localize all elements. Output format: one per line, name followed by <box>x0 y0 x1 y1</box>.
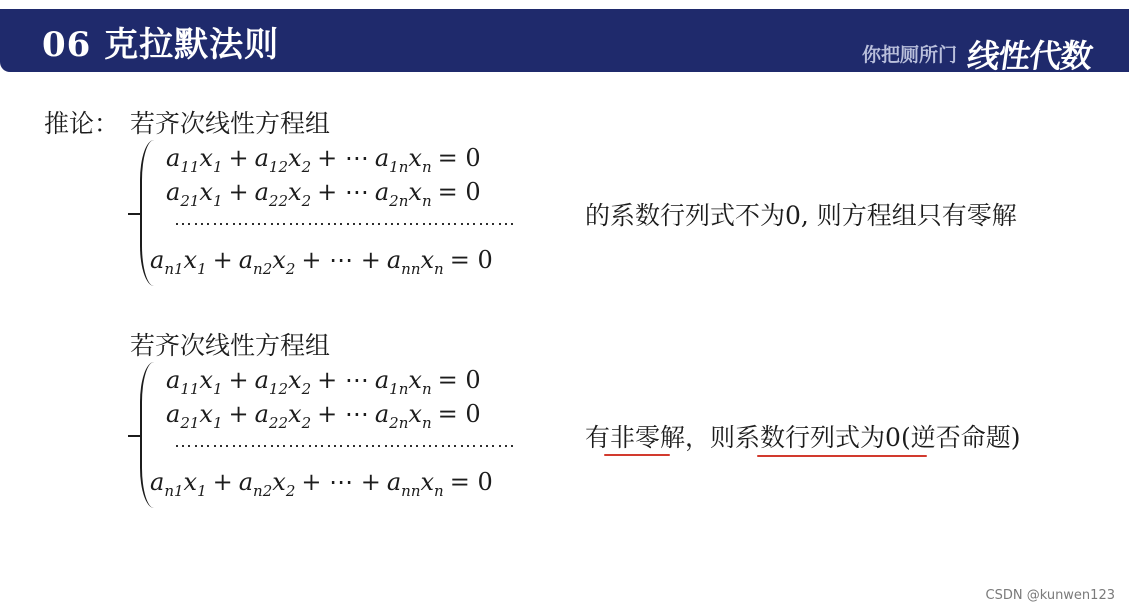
section2-heading: 若齐次线性方程组 <box>130 331 331 360</box>
system2-equation-1: $a_{11}x_1 + a_{12}x_2$ + ⋯ $a_{1n}x_n = 0$ <box>166 366 481 398</box>
csdn-watermark: CSDN @kunwen123 <box>985 588 1115 603</box>
system1-equation-n: $a_{n1}x_1 + a_{n2}x_2$ + ⋯ + $a_{nn}x_n = 0$ <box>150 246 493 278</box>
conclusion-separator: ，则 <box>685 423 736 452</box>
video-caption-overlay: 你把厕所门 <box>862 44 958 66</box>
slide-header <box>0 9 1129 75</box>
determinant-zero-phrase: 系数行列式为0 <box>735 423 901 452</box>
section1-conclusion: 的系数行列式不为0, 则方程组只有零解 <box>585 201 1017 230</box>
course-logo: 线性代数 <box>965 37 1095 75</box>
red-underline-determinant <box>757 455 927 457</box>
system1-ellipsis-row: ⋯⋯⋯⋯⋯⋯⋯⋯⋯⋯⋯⋯⋯⋯⋯⋯⋯⋯ <box>174 214 516 235</box>
contrapositive-note: (逆否命题) <box>900 423 1021 452</box>
system2-equation-n: $a_{n1}x_1 + a_{n2}x_2$ + ⋯ + $a_{nn}x_n = 0$ <box>150 468 493 500</box>
nonzero-solution-phrase: 有非零解 <box>585 423 686 452</box>
system2-ellipsis-row: ⋯⋯⋯⋯⋯⋯⋯⋯⋯⋯⋯⋯⋯⋯⋯⋯⋯⋯ <box>174 436 516 457</box>
section1-heading: 若齐次线性方程组 <box>130 109 331 138</box>
system1-equation-2: $a_{21}x_1 + a_{22}x_2$ + ⋯ $a_{2n}x_n = 0$ <box>166 178 481 210</box>
red-underline-nonzero <box>604 454 670 456</box>
section2-conclusion <box>585 418 1020 454</box>
system1-equation-1: $a_{11}x_1 + a_{12}x_2$ + ⋯ $a_{1n}x_n = 0$ <box>166 144 481 176</box>
slide-title: 06 克拉默法则 <box>42 25 280 65</box>
system2-equation-2: $a_{21}x_1 + a_{22}x_2$ + ⋯ $a_{2n}x_n = 0$ <box>166 400 481 432</box>
corollary-prefix: 推论： <box>44 109 120 138</box>
